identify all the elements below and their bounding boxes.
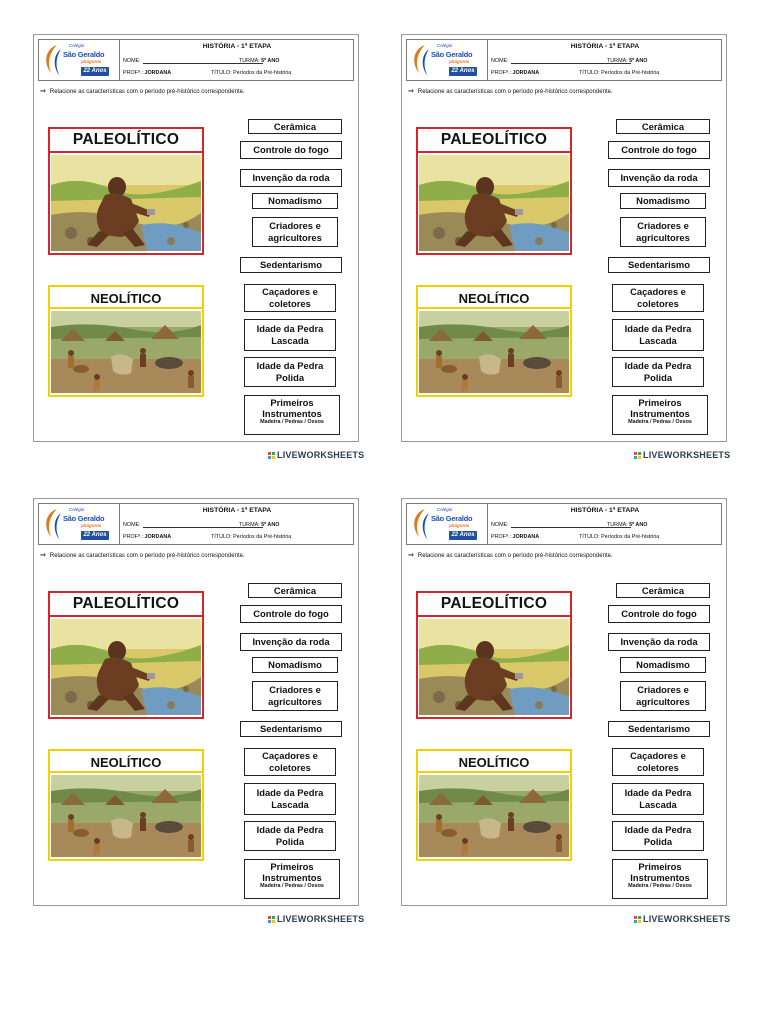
option-card[interactable] <box>620 681 706 711</box>
option-label: Criadores e agricultores <box>268 684 322 707</box>
worksheet-header <box>38 503 354 545</box>
paleolithic-title: PALEOLÍTICO <box>72 595 180 612</box>
option-card[interactable] <box>244 859 340 899</box>
liveworksheets-logo-icon <box>634 452 642 459</box>
option-label: Sedentarismo <box>628 723 690 734</box>
class-value: 5º ANO <box>629 522 648 528</box>
subject-row <box>579 534 659 540</box>
option-sublabel: Madeira / Pedras / Ossos <box>628 883 692 889</box>
option-label: Cerâmica <box>641 121 685 132</box>
option-label: Caçadores e coletores <box>630 750 686 773</box>
neolithic-title: NEOLÍTICO <box>90 291 162 306</box>
option-label: Nomadismo <box>268 195 322 206</box>
divider <box>50 615 202 617</box>
worksheet-3 <box>33 498 359 906</box>
option-card[interactable] <box>252 681 338 711</box>
option-card[interactable] <box>240 141 342 159</box>
worksheet-header <box>38 39 354 81</box>
class-row <box>239 522 279 528</box>
option-label: Primeiros Instrumentos <box>630 397 690 419</box>
name-label: NOME: <box>123 58 141 64</box>
school-brand: pitágoras <box>449 523 470 528</box>
school-brand: pitágoras <box>81 523 102 528</box>
paleolithic-title: PALEOLÍTICO <box>440 595 548 612</box>
paleolithic-man-illustration <box>419 155 569 251</box>
instruction <box>40 551 245 559</box>
liveworksheets-watermark <box>634 450 730 460</box>
paleolithic-drop-zone[interactable] <box>48 127 204 255</box>
arrow-right-icon: ⇒ <box>40 552 46 559</box>
option-label: Idade da Pedra Polida <box>256 360 324 383</box>
class-row <box>239 58 279 64</box>
option-card[interactable] <box>612 859 708 899</box>
school-logo <box>407 40 488 80</box>
option-label: Sedentarismo <box>260 723 322 734</box>
option-card[interactable] <box>244 821 336 851</box>
paleolithic-man-illustration <box>51 155 201 251</box>
option-card[interactable] <box>612 319 704 351</box>
option-label: Idade da Pedra Lascada <box>624 323 692 346</box>
class-row <box>607 58 647 64</box>
option-sublabel: Madeira / Pedras / Ossos <box>260 883 324 889</box>
school-badge: 22 Anos <box>81 531 109 540</box>
option-card[interactable] <box>240 257 342 273</box>
instruction <box>408 551 613 559</box>
neolithic-village-illustration <box>51 311 201 393</box>
watermark-text: LIVEWORKSHEETS <box>277 914 365 924</box>
worksheet-title: HISTÓRIA - 1ª ETAPA <box>202 507 272 514</box>
option-label: Caçadores e coletores <box>262 750 318 773</box>
option-label: Criadores e agricultores <box>636 684 690 707</box>
option-card[interactable] <box>612 821 704 851</box>
paleolithic-title: PALEOLÍTICO <box>72 131 180 148</box>
teacher-row <box>491 534 539 540</box>
neolithic-drop-zone[interactable] <box>48 285 204 397</box>
worksheet-header <box>406 39 722 81</box>
option-label: Criadores e agricultores <box>636 220 690 243</box>
option-label: Sedentarismo <box>260 259 322 270</box>
paleolithic-title: PALEOLÍTICO <box>440 131 548 148</box>
school-prefix: Colégio <box>69 507 85 512</box>
option-label: Idade da Pedra Polida <box>624 824 692 847</box>
class-label: TURMA: <box>607 522 628 528</box>
neolithic-drop-zone[interactable] <box>416 749 572 861</box>
instruction <box>408 87 613 95</box>
liveworksheets-watermark <box>268 450 364 460</box>
option-card[interactable] <box>248 119 342 134</box>
option-card[interactable] <box>240 169 342 187</box>
neolithic-drop-zone[interactable] <box>416 285 572 397</box>
teacher-label: PROFª.: <box>491 70 511 76</box>
neolithic-village-illustration <box>419 311 569 393</box>
watermark-text: LIVEWORKSHEETS <box>643 914 731 924</box>
option-label: Criadores e agricultores <box>268 220 322 243</box>
option-card[interactable] <box>240 633 342 651</box>
option-card[interactable] <box>252 193 338 209</box>
option-card[interactable] <box>244 284 336 312</box>
subject-label: TÍTULO: <box>579 70 600 76</box>
option-card[interactable] <box>244 748 336 776</box>
option-card[interactable] <box>244 319 336 351</box>
option-card[interactable] <box>616 119 710 134</box>
watermark-text: LIVEWORKSHEETS <box>643 450 731 460</box>
option-card[interactable] <box>616 583 710 598</box>
school-prefix: Colégio <box>437 43 453 48</box>
subject-row <box>579 70 659 76</box>
instruction-text: Relacione as características com o período pré-histórico correspondente. <box>417 553 613 559</box>
option-card[interactable] <box>620 217 706 247</box>
teacher-row <box>123 534 171 540</box>
option-card[interactable] <box>612 783 704 815</box>
arrow-right-icon: ⇒ <box>408 552 414 559</box>
option-card[interactable] <box>608 633 710 651</box>
divider <box>418 615 570 617</box>
subject-label: TÍTULO: <box>211 534 232 540</box>
school-prefix: Colégio <box>437 507 453 512</box>
neolithic-title: NEOLÍTICO <box>458 291 530 306</box>
option-label: Sedentarismo <box>628 259 690 270</box>
subject-value: Períodos da Pré-história <box>601 534 660 540</box>
name-label: NOME: <box>491 522 509 528</box>
neolithic-drop-zone[interactable] <box>48 749 204 861</box>
arrow-right-icon: ⇒ <box>40 88 46 95</box>
worksheet-4 <box>401 498 727 906</box>
teacher-label: PROFª.: <box>491 534 511 540</box>
liveworksheets-logo-icon <box>634 916 642 923</box>
option-card[interactable] <box>608 169 710 187</box>
liveworksheets-logo-icon <box>268 452 276 459</box>
option-label: Invenção da roda <box>620 172 698 183</box>
option-label: Idade da Pedra Lascada <box>256 323 324 346</box>
option-label: Idade da Pedra Polida <box>624 360 692 383</box>
option-card[interactable] <box>608 141 710 159</box>
option-label: Cerâmica <box>273 121 317 132</box>
option-label: Caçadores e coletores <box>262 286 318 309</box>
class-label: TURMA: <box>607 58 628 64</box>
option-card[interactable] <box>252 217 338 247</box>
option-label: Idade da Pedra Lascada <box>624 787 692 810</box>
neolithic-title: NEOLÍTICO <box>90 755 162 770</box>
school-badge: 22 Anos <box>449 531 477 540</box>
school-name: São Geraldo <box>63 50 105 59</box>
option-card[interactable] <box>608 605 710 623</box>
instruction-text: Relacione as características com o período pré-histórico correspondente. <box>417 89 613 95</box>
neolithic-title: NEOLÍTICO <box>458 755 530 770</box>
option-label: Cerâmica <box>273 585 317 596</box>
subject-value: Períodos da Pré-história <box>233 70 292 76</box>
divider <box>418 307 570 309</box>
paleolithic-drop-zone[interactable] <box>416 591 572 719</box>
neolithic-village-illustration <box>419 775 569 857</box>
name-label: NOME: <box>123 522 141 528</box>
instruction-text: Relacione as características com o período pré-histórico correspondente. <box>49 553 245 559</box>
school-prefix: Colégio <box>69 43 85 48</box>
option-label: Idade da Pedra Lascada <box>256 787 324 810</box>
paleolithic-drop-zone[interactable] <box>416 127 572 255</box>
teacher-row <box>491 70 539 76</box>
class-label: TURMA: <box>239 58 260 64</box>
neolithic-village-illustration <box>51 775 201 857</box>
option-label: Primeiros Instrumentos <box>262 397 322 419</box>
option-label: Caçadores e coletores <box>630 286 686 309</box>
swoosh-icon <box>43 43 65 77</box>
option-card[interactable] <box>612 395 708 435</box>
subject-value: Períodos da Pré-história <box>601 70 660 76</box>
option-card[interactable] <box>244 783 336 815</box>
divider <box>418 151 570 153</box>
subject-label: TÍTULO: <box>211 70 232 76</box>
divider <box>50 771 202 773</box>
liveworksheets-logo-icon <box>268 916 276 923</box>
option-card[interactable] <box>620 657 706 673</box>
divider <box>50 307 202 309</box>
class-value: 5º ANO <box>629 58 648 64</box>
subject-label: TÍTULO: <box>579 534 600 540</box>
option-card[interactable] <box>612 357 704 387</box>
school-name: São Geraldo <box>63 514 105 523</box>
worksheet-1 <box>33 34 359 442</box>
school-badge: 22 Anos <box>81 67 109 76</box>
option-label: Primeiros Instrumentos <box>262 861 322 883</box>
option-label: Nomadismo <box>268 659 322 670</box>
liveworksheets-watermark <box>634 914 730 924</box>
school-brand: pitágoras <box>449 59 470 64</box>
school-badge: 22 Anos <box>449 67 477 76</box>
teacher-value: JORDANA <box>512 534 540 540</box>
subject-row <box>211 70 291 76</box>
teacher-label: PROFª.: <box>123 534 143 540</box>
option-card[interactable] <box>608 257 710 273</box>
option-label: Controle do fogo <box>621 608 697 619</box>
option-card[interactable] <box>244 395 340 435</box>
school-logo <box>39 504 120 544</box>
instruction-text: Relacione as características com o período pré-histórico correspondente. <box>49 89 245 95</box>
worksheet-2 <box>401 34 727 442</box>
school-name: São Geraldo <box>431 50 473 59</box>
subject-value: Períodos da Pré-história <box>233 534 292 540</box>
option-label: Invenção da roda <box>252 636 330 647</box>
class-label: TURMA: <box>239 522 260 528</box>
divider <box>418 771 570 773</box>
arrow-right-icon: ⇒ <box>408 88 414 95</box>
swoosh-icon <box>43 507 65 541</box>
paleolithic-man-illustration <box>419 619 569 715</box>
swoosh-icon <box>411 43 433 77</box>
option-card[interactable] <box>620 193 706 209</box>
option-card[interactable] <box>244 357 336 387</box>
school-name: São Geraldo <box>431 514 473 523</box>
teacher-value: JORDANA <box>144 70 172 76</box>
option-sublabel: Madeira / Pedras / Ossos <box>628 419 692 425</box>
instruction <box>40 87 245 95</box>
option-sublabel: Madeira / Pedras / Ossos <box>260 419 324 425</box>
worksheet-header <box>406 503 722 545</box>
option-label: Cerâmica <box>641 585 685 596</box>
option-label: Idade da Pedra Polida <box>256 824 324 847</box>
liveworksheets-watermark <box>268 914 364 924</box>
option-card[interactable] <box>612 284 704 312</box>
option-label: Nomadismo <box>636 659 690 670</box>
option-label: Invenção da roda <box>252 172 330 183</box>
option-label: Controle do fogo <box>253 144 329 155</box>
option-card[interactable] <box>252 657 338 673</box>
divider <box>50 151 202 153</box>
teacher-row <box>123 70 171 76</box>
option-card[interactable] <box>612 748 704 776</box>
paleolithic-man-illustration <box>51 619 201 715</box>
option-label: Controle do fogo <box>621 144 697 155</box>
option-card[interactable] <box>608 721 710 737</box>
option-card[interactable] <box>240 721 342 737</box>
paleolithic-drop-zone[interactable] <box>48 591 204 719</box>
subject-row <box>211 534 291 540</box>
class-value: 5º ANO <box>261 58 280 64</box>
class-row <box>607 522 647 528</box>
option-label: Controle do fogo <box>253 608 329 619</box>
school-logo <box>39 40 120 80</box>
watermark-text: LIVEWORKSHEETS <box>277 450 365 460</box>
teacher-label: PROFª.: <box>123 70 143 76</box>
worksheet-title: HISTÓRIA - 1ª ETAPA <box>202 43 272 50</box>
school-logo <box>407 504 488 544</box>
teacher-value: JORDANA <box>512 70 540 76</box>
teacher-value: JORDANA <box>144 534 172 540</box>
school-brand: pitágoras <box>81 59 102 64</box>
worksheet-title: HISTÓRIA - 1ª ETAPA <box>570 507 640 514</box>
option-label: Invenção da roda <box>620 636 698 647</box>
swoosh-icon <box>411 507 433 541</box>
name-label: NOME: <box>491 58 509 64</box>
worksheet-title: HISTÓRIA - 1ª ETAPA <box>570 43 640 50</box>
option-label: Nomadismo <box>636 195 690 206</box>
option-card[interactable] <box>248 583 342 598</box>
option-card[interactable] <box>240 605 342 623</box>
option-label: Primeiros Instrumentos <box>630 861 690 883</box>
class-value: 5º ANO <box>261 522 280 528</box>
